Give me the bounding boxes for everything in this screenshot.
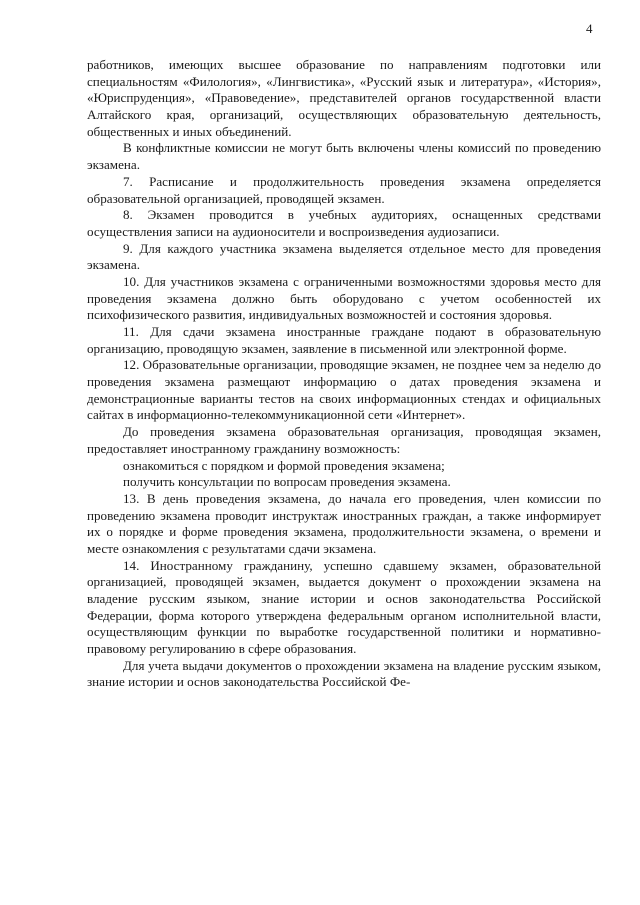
page-number: 4 xyxy=(586,21,593,36)
paragraph-12: 12. Образовательные организации, проводящие экзамен, не позднее чем за неделю до проведения экзамена размещают информацию о датах проведения экзамена и демонстрационные варианты тестов на своих информационных стендах и официальных сайтах в информационно-телекоммуникационной сети «Интернет». xyxy=(87,357,601,423)
paragraph-7: 7. Расписание и продолжительность проведения экзамена определяется образовательной организацией, проводящей экзамен. xyxy=(87,173,601,206)
paragraph-10: 10. Для участников экзамена с ограниченными возможностями здоровья место для проведения экзамена должно быть оборудовано с учетом особенностей их психофизического развития, индивидуальных возможностей и состояния здоровья. xyxy=(87,273,601,323)
paragraph-9: 9. Для каждого участника экзамена выделяется отдельное место для проведения экзамена. xyxy=(87,240,601,273)
paragraph-14: 14. Иностранному гражданину, успешно сдавшему экзамен, образовательной организацией, проводящей экзамен, выдается документ о прохождении экзамена на владение русским языком, знание истории и основ законодательства Российской Федерации, форма которого утверждена федеральным органом исполнительной власти, осуществляющим функции по выработке государственной политики и нормативно-правовому регулированию в сфере образования. xyxy=(87,557,601,657)
paragraph-11: 11. Для сдачи экзамена иностранные граждане подают в образовательную организацию, проводящую экзамен, заявление в письменной или электронной форме. xyxy=(87,324,601,356)
paragraph-records: Для учета выдачи документов о прохождении экзамена на владение русским языком, знание истории и основ законодательства Российской Фе- xyxy=(87,657,601,690)
document-body xyxy=(87,57,601,691)
paragraph-before-exam: До проведения экзамена образовательная организация, проводящая экзамен, предоставляет иностранному гражданину возможность: xyxy=(87,424,601,456)
paragraph-8: 8. Экзамен проводится в учебных аудиториях, оснащенных средствами осуществления записи на аудионосители и воспроизведения аудиозаписи. xyxy=(87,207,601,239)
paragraph-conflict-commissions: В конфликтные комиссии не могут быть включены члены комиссий по проведению экзамена. xyxy=(87,140,601,173)
paragraph-option-consult: получить консультации по вопросам проведения экзамена. xyxy=(123,474,451,490)
paragraph-option-familiarize: ознакомиться с порядком и формой проведения экзамена; xyxy=(123,457,445,473)
paragraph-13: 13. В день проведения экзамена, до начала его проведения, член комиссии по проведению экзамена проводит инструктаж иностранных граждан, а также информирует их о порядке и форме проведения экзамена, продолжительности экзамена, о времени и месте ознакомления с результатами сдачи экзамена. xyxy=(87,490,601,556)
paragraph-continuation: работников, имеющих высшее образование по направлениям подготовки или специальностям «Филология», «Лингвистика», «Русский язык и литература», «История», «Юриспруденция», «Правоведение», представителей органов государственной власти Алтайского края, организаций, осуществляющих образовательную деятельность, общественных и иных объединений. xyxy=(87,57,601,139)
